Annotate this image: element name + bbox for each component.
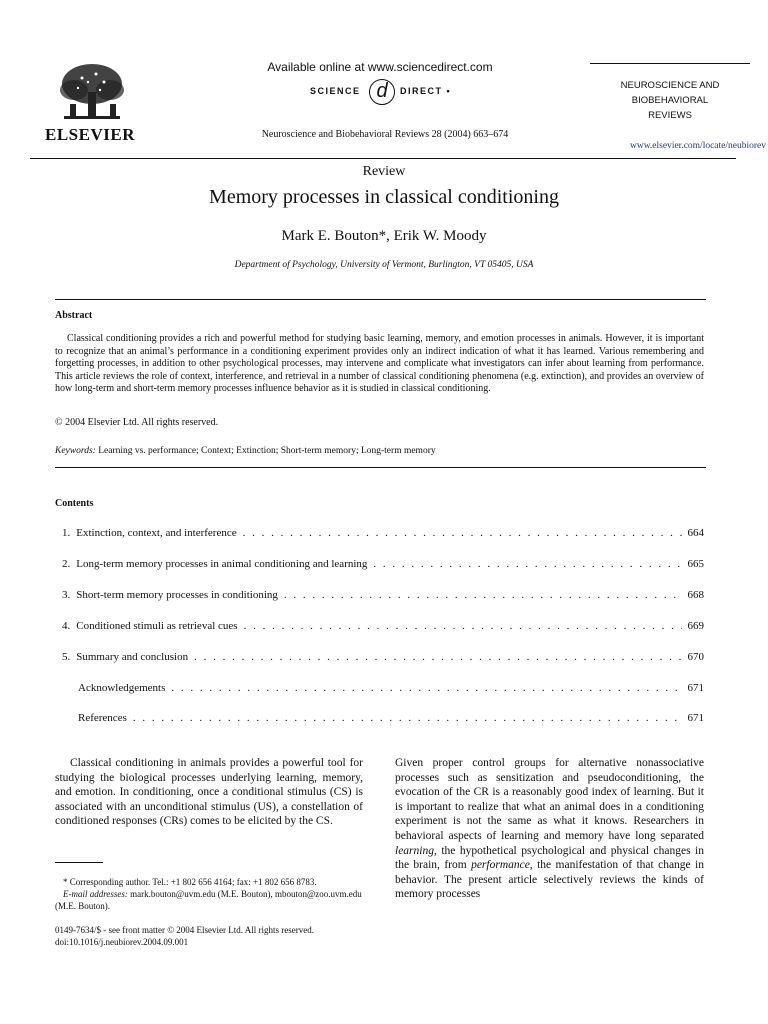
sd-dot: •	[446, 86, 452, 96]
toc-leader	[284, 589, 682, 601]
journal-name-line2: BIOBEHAVIORAL	[631, 95, 709, 106]
journal-name-line3: REVIEWS	[648, 110, 692, 121]
journal-citation: Neuroscience and Biobehavioral Reviews 28 (2004) 663–674	[261, 129, 509, 140]
toc-page: 671	[687, 712, 704, 724]
journal-name	[590, 78, 750, 123]
abstract-heading: Abstract	[55, 310, 93, 321]
keywords-bottom-rule	[55, 467, 706, 468]
footnote-rule	[55, 862, 103, 863]
toc-leader	[194, 651, 681, 663]
toc-leader	[133, 712, 682, 724]
email-list[interactable]: mark.bouton@uvm.edu (M.E. Bouton), mbouton@zoo.uvm.edu (M.E. Bouton).	[55, 889, 362, 911]
sciencedirect-left: SCIENCE	[310, 86, 361, 96]
available-online[interactable]: Available online at www.sciencedirect.com	[267, 60, 493, 74]
toc-leader	[243, 527, 682, 539]
abstract-body: Classical conditioning provides a rich and powerful method for studying basic learning, memory, and emotion processes in animals. However, it is important to recognize that an animal’s performance in a conditioning experiment provides only an indirect indication of what it has learned. Various remembering and forgetting processes, in addition to other psychological processes, may intervene and complicate what investigators can infer about learning from performance. This article reviews the role of context, interference, and retrieval in a number of classical conditioning phenomena (e.g. extinction), and provides an overview of how long-term and short-term memory processes influence behavior as it is studied in classical conditioning.	[55, 333, 704, 394]
toc-leader	[244, 620, 682, 632]
toc-title: Long-term memory processes in animal conditioning and learning	[76, 558, 368, 570]
toc-item[interactable]	[62, 558, 704, 572]
corresponding-author: * Corresponding author. Tel.: +1 802 656 4164; fax: +1 802 656 8783.	[63, 877, 317, 887]
toc-title: References	[78, 712, 127, 724]
abstract-top-rule	[55, 299, 706, 300]
toc-item[interactable]	[62, 589, 704, 603]
journal-url-link[interactable]: www.elsevier.com/locate/neubiorev	[629, 141, 766, 151]
toc-item[interactable]	[78, 712, 704, 726]
abstract-copyright: © 2004 Elsevier Ltd. All rights reserved.	[55, 417, 219, 428]
toc-number: 5.	[62, 651, 71, 663]
toc-title: Conditioned stimuli as retrieval cues	[76, 620, 238, 632]
toc-item[interactable]	[62, 527, 704, 541]
emphasis-learning: learning	[395, 844, 434, 857]
body-left-column: Classical conditioning in animals provides a powerful tool for studying the biological processes underlying learning, memory, and emotion. In conditioning, once a conditional stimulus (CS) is associated with an unconditional stimulus (US), a constellation of conditioned responses (CRs) comes to be elicited by the CS.	[55, 757, 363, 828]
toc-number: 3.	[62, 589, 71, 601]
toc-item[interactable]	[78, 682, 704, 696]
toc-title: Acknowledgements	[78, 682, 166, 694]
toc-title: Summary and conclusion	[76, 651, 189, 663]
journal-name-line1: NEUROSCIENCE AND	[620, 80, 720, 91]
toc-number: 4.	[62, 620, 71, 632]
keywords-list: Learning vs. performance; Context; Extinction; Short-term memory; Long-term memory	[98, 446, 436, 456]
article-title: Memory processes in classical conditioning	[209, 186, 559, 208]
publisher-name: ELSEVIER	[45, 125, 135, 144]
sciencedirect-mark-icon: d	[369, 79, 395, 105]
footnote	[55, 876, 363, 912]
toc-item[interactable]	[62, 620, 704, 634]
toc-leader	[171, 682, 681, 694]
header-rule	[30, 158, 736, 159]
email-addresses	[55, 888, 363, 912]
article-type: Review	[362, 164, 406, 179]
email-label: E-mail addresses:	[63, 889, 128, 899]
body-right-column: Given proper control groups for alternative nonassociative processes such as sensitization and pseudoconditioning, the evocation of the CR is a reasonably good index of learning. But it is important to realize that what an animal does in a conditioning experiment is not the same as what it knows. Researchers in behavioral aspects of learning and memory have long separated learning, the hypothetical psychological and physical changes in the brain, from performance, the manifestation of that change in behavior. The present article selectively reviews the kinds of memory processes	[395, 757, 704, 901]
toc-item[interactable]	[62, 651, 704, 665]
toc-page: 669	[687, 620, 704, 632]
toc-number: 2.	[62, 558, 71, 570]
front-matter	[55, 924, 363, 948]
issn-line: 0149-7634/$ - see front matter © 2004 Elsevier Ltd. All rights reserved.	[55, 925, 315, 935]
toc-page: 668	[687, 589, 704, 601]
doi-line[interactable]: doi:10.1016/j.neubiorev.2004.09.001	[55, 937, 189, 947]
toc-page: 671	[687, 682, 704, 694]
author-affiliation: Department of Psychology, University of Vermont, Burlington, VT 05405, USA	[234, 260, 534, 270]
journal-rule	[590, 63, 750, 64]
toc-page: 670	[687, 651, 704, 663]
sciencedirect-logo	[285, 78, 485, 106]
toc-page: 664	[687, 527, 704, 539]
sciencedirect-right: DIRECT •	[400, 86, 452, 96]
toc-title: Short-term memory processes in conditioning	[76, 589, 278, 601]
keywords-label: Keywords:	[55, 446, 96, 456]
toc-number: 1.	[62, 527, 71, 539]
keywords	[55, 446, 706, 456]
toc-page: 665	[687, 558, 704, 570]
article-authors: Mark E. Bouton*, Erik W. Moody	[281, 228, 487, 244]
toc-leader	[373, 558, 681, 570]
toc-title: Extinction, context, and interference	[76, 527, 237, 539]
emphasis-performance: performance	[471, 859, 530, 872]
contents-heading: Contents	[55, 498, 94, 509]
